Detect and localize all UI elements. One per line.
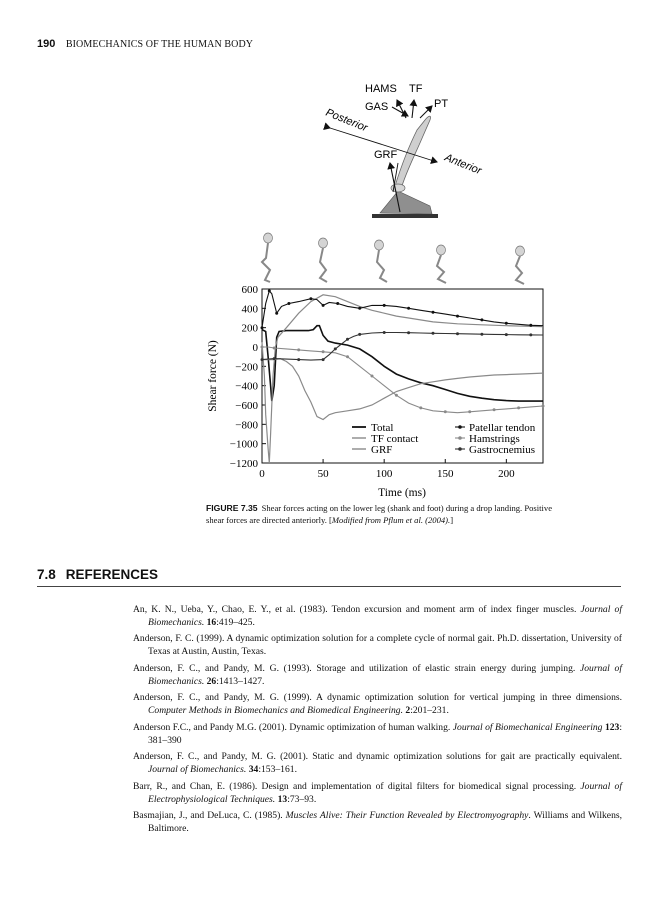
series-line-grf <box>262 359 543 420</box>
y-tick-label: −800 <box>235 419 258 432</box>
skeleton-sequence <box>262 233 525 284</box>
skeleton-figure <box>262 233 273 282</box>
legend-marker <box>458 425 462 429</box>
data-point-gastrocnemius <box>297 358 300 361</box>
series-line-hamstrings <box>262 347 543 413</box>
figure-label: FIGURE 7.35 <box>206 503 258 513</box>
data-point-hamstrings <box>273 347 276 350</box>
data-point-gastrocnemius <box>334 347 337 350</box>
data-point-hamstrings <box>419 406 422 409</box>
data-point-patellar-tendon <box>383 304 386 307</box>
skeleton-figure <box>375 240 388 282</box>
x-tick-label: 200 <box>498 468 515 480</box>
data-point-patellar-tendon <box>432 311 435 314</box>
series-line-gastrocnemius <box>262 333 543 361</box>
x-axis <box>259 459 515 480</box>
shear-force-chart <box>207 284 545 499</box>
legend-label: TF contact <box>371 433 419 445</box>
data-point-patellar-tendon <box>268 289 271 292</box>
running-head-title: BIOMECHANICS OF THE HUMAN BODY <box>65 39 254 50</box>
y-tick-label: −400 <box>235 380 258 393</box>
legend-label: Gastrocnemius <box>469 444 535 456</box>
y-tick-label: 600 <box>241 284 258 296</box>
data-point-gastrocnemius <box>505 333 508 336</box>
data-point-gastrocnemius <box>407 331 410 334</box>
y-tick-label: −1000 <box>229 438 258 451</box>
caption-text: Shear forces acting on the lower leg (shank and foot) during a drop landing. Positive shear forces are directed anteriorly. [ <box>206 503 553 525</box>
reference-item: Anderson, F. C. (1999). A dynamic optimization solution for a complete cycle of normal gait. Ph.D. dissertation, University of Texas at Austin, Austin, Texas. <box>133 633 622 658</box>
shank-bone <box>395 116 431 189</box>
section-number: 7.8 <box>37 567 56 582</box>
label-pt: PT <box>434 98 449 110</box>
x-tick-label: 50 <box>317 468 329 480</box>
y-tick-label: 200 <box>241 322 258 335</box>
data-point-gastrocnemius <box>358 333 361 336</box>
caption-source: Modified from Pflum et al. (2004). <box>331 514 451 525</box>
data-point-gastrocnemius <box>346 338 349 341</box>
ground-plate <box>372 214 438 218</box>
chart-legend <box>352 422 536 456</box>
y-axis-label: Shear force (N) <box>207 340 219 412</box>
data-point-hamstrings <box>322 350 325 353</box>
legend-label: GRF <box>371 444 393 456</box>
legend-marker <box>458 447 462 451</box>
data-point-patellar-tendon <box>529 324 532 327</box>
section-rule <box>37 586 621 587</box>
reference-item: Anderson, F. C., and Pandy, M. G. (1993). Storage and utilization of elastic strain energy during jumping. Journal of Biomechanics. 26:1413–1427. <box>133 662 622 687</box>
data-point-gastrocnemius <box>273 357 276 360</box>
data-point-patellar-tendon <box>407 307 410 310</box>
label-tf: TF <box>409 83 423 95</box>
section-title: REFERENCES <box>65 567 159 582</box>
reference-item: Barr, R., and Chan, E. (1986). Design and implementation of digital filters for biomedical signal processing. Journal of Electrophysiological Techniques. 13:73–93. <box>133 780 622 805</box>
data-point-hamstrings <box>493 408 496 411</box>
section-heading <box>37 567 158 582</box>
y-tick-label: −600 <box>235 400 258 412</box>
data-point-gastrocnemius <box>261 358 264 361</box>
skeleton-figure <box>437 245 447 283</box>
data-point-patellar-tendon <box>456 315 459 318</box>
legend-label: Patellar tendon <box>469 422 536 434</box>
data-point-gastrocnemius <box>480 333 483 336</box>
data-point-hamstrings <box>468 410 471 413</box>
data-point-hamstrings <box>517 406 520 409</box>
data-point-patellar-tendon <box>358 307 361 310</box>
data-point-patellar-tendon <box>287 302 290 305</box>
data-point-patellar-tendon <box>336 302 339 305</box>
label-gas: GAS <box>365 101 389 113</box>
data-point-gastrocnemius <box>383 331 386 334</box>
figure-caption <box>206 503 566 526</box>
data-point-patellar-tendon <box>261 326 264 329</box>
data-point-gastrocnemius <box>456 332 459 335</box>
label-hams: HAMS <box>365 83 397 95</box>
series-line-patellar-tendon <box>262 291 543 328</box>
y-tick-label: −1200 <box>229 458 258 470</box>
legend-label: Total <box>371 422 394 434</box>
hams-arrow <box>397 100 406 118</box>
skeleton-figure <box>319 238 328 282</box>
caption-close: ] <box>450 514 454 525</box>
data-point-hamstrings <box>297 348 300 351</box>
x-tick-label: 100 <box>375 468 393 480</box>
data-point-patellar-tendon <box>505 322 508 325</box>
data-point-gastrocnemius <box>322 358 325 361</box>
data-point-hamstrings <box>371 375 374 378</box>
legend-marker <box>458 436 462 440</box>
tf-arrow <box>412 100 414 118</box>
reference-item: Basmajian, J., and DeLuca, C. (1985). Muscles Alive: Their Function Revealed by Electromyography. Williams and Wilkens, Baltimore. <box>133 810 622 834</box>
data-point-gastrocnemius <box>432 332 435 335</box>
reference-list <box>133 604 622 840</box>
y-tick-label: 400 <box>241 303 258 316</box>
label-grf: GRF <box>374 149 398 161</box>
x-axis-label: Time (ms) <box>378 487 426 499</box>
skeleton-figure <box>516 246 525 284</box>
landing-platform <box>380 191 432 214</box>
y-tick-label: 0 <box>252 342 258 354</box>
data-point-hamstrings <box>395 394 398 397</box>
page-number: 190 <box>37 38 56 50</box>
x-tick-label: 150 <box>437 468 454 480</box>
data-point-patellar-tendon <box>275 312 278 315</box>
data-point-hamstrings <box>444 410 447 413</box>
data-point-hamstrings <box>542 405 545 408</box>
label-anterior: Anterior <box>442 151 484 178</box>
reference-item: Anderson, F. C., and Pandy, M. G. (2001). Static and dynamic optimization solutions for gait are practically equivalent. Journal of Biomechanics. 34:153–161. <box>133 751 622 776</box>
x-tick-label: 0 <box>259 468 265 480</box>
y-tick-label: −200 <box>235 361 258 374</box>
reference-item: An, K. N., Ueba, Y., Chao, E. Y., et al. (1983). Tendon excursion and moment arm of index finger muscles. Journal of Biomechanics. 16:419–425. <box>133 604 622 628</box>
data-point-hamstrings <box>346 355 349 358</box>
data-point-gastrocnemius <box>529 333 532 336</box>
leg-free-body-diagram <box>324 83 484 218</box>
label-posterior: Posterior <box>323 106 370 135</box>
data-point-hamstrings <box>261 346 264 349</box>
reference-item: Anderson F.C., and Pandy M.G. (2001). Dynamic optimization of human walking. Journal of Biomechanical Engineering 123: 381–390 <box>133 721 622 746</box>
data-point-patellar-tendon <box>322 304 325 307</box>
data-point-patellar-tendon <box>480 318 483 321</box>
gas-arrow <box>392 107 408 116</box>
reference-item: Anderson, F. C., and Pandy, M. G. (1999). A dynamic optimization solution for vertical jumping in three dimensions. Computer Methods in Biomechanics and Biomedical Engineering. 2:201–231. <box>133 692 622 717</box>
y-axis <box>230 284 266 470</box>
data-point-patellar-tendon <box>309 297 312 300</box>
legend-label: Hamstrings <box>469 433 520 445</box>
